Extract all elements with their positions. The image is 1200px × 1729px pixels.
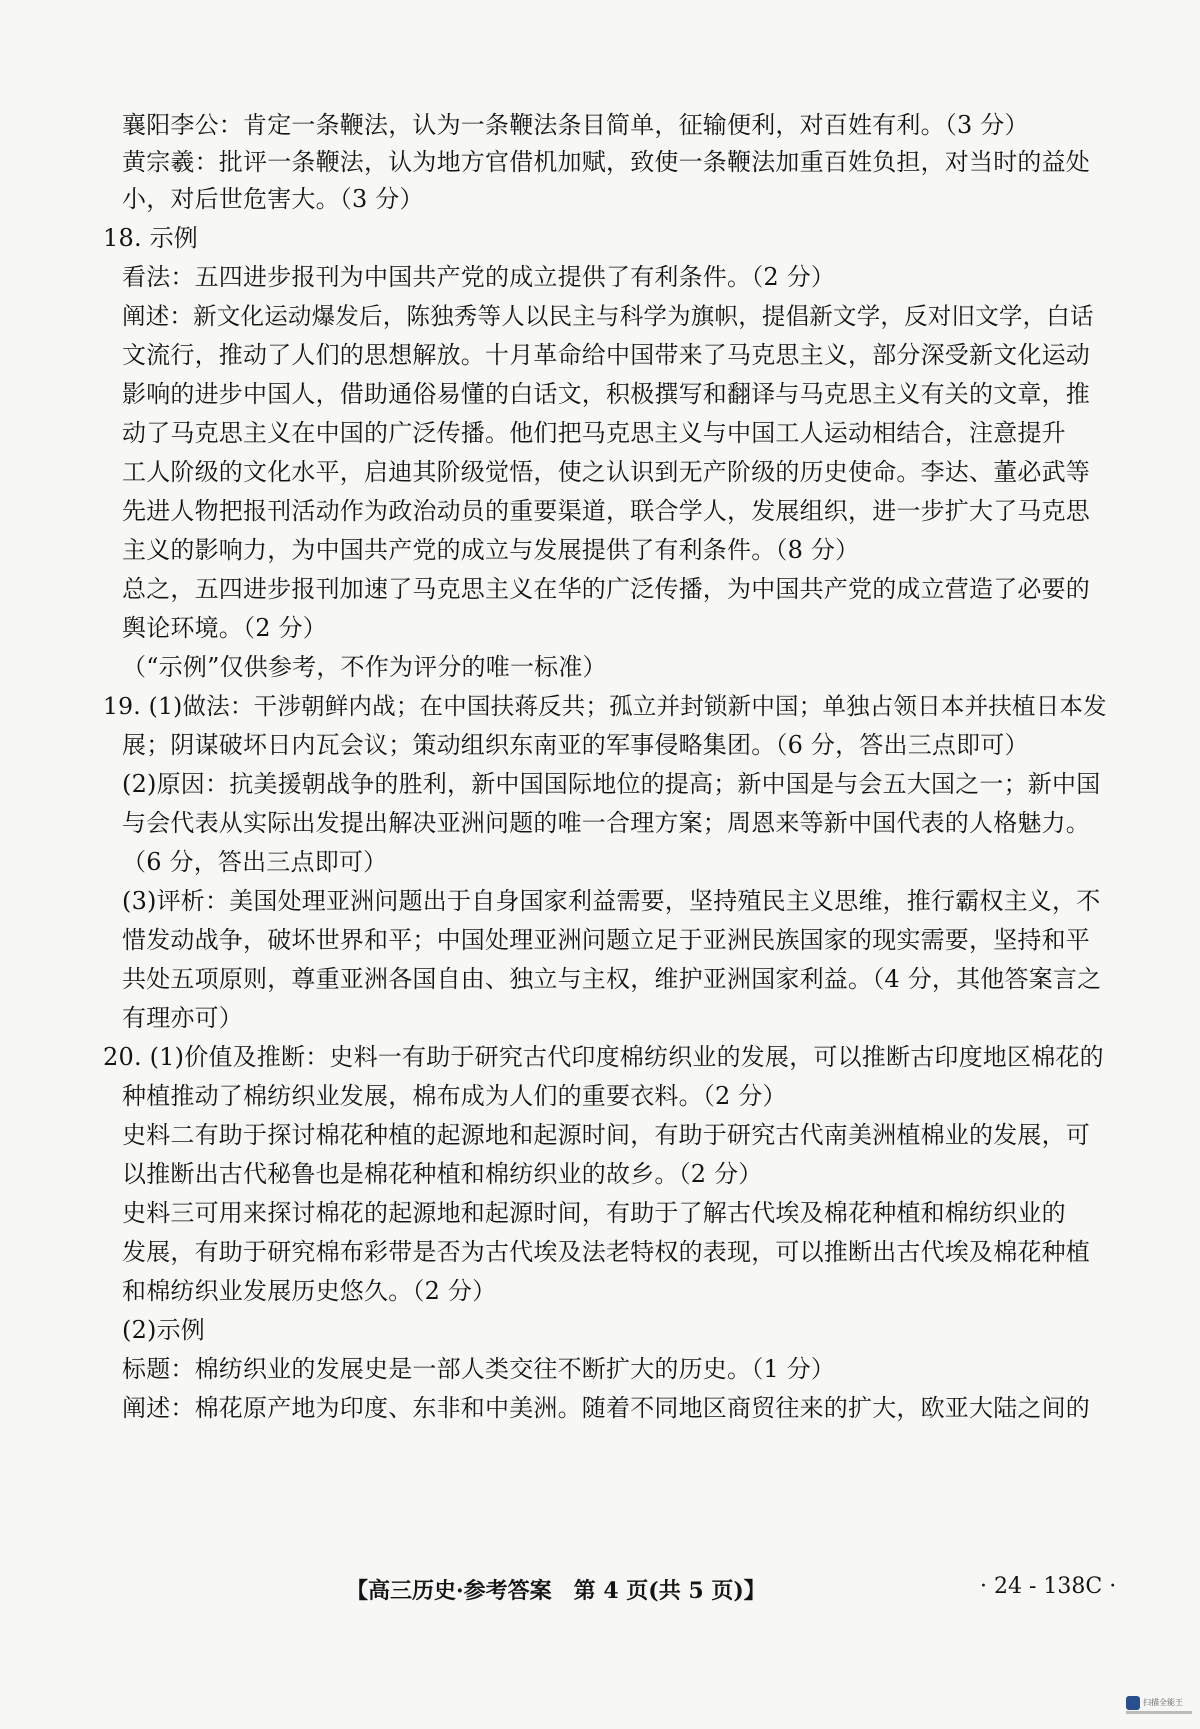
text-line: （6 分，答出三点即可） — [122, 848, 388, 876]
text-line: 和棉纺织业发展历史悠久。（2 分） — [122, 1277, 497, 1305]
text-line: 总之，五四进步报刊加速了马克思主义在华的广泛传播，为中国共产党的成立营造了必要的 — [122, 575, 1090, 603]
text-line: (2)示例 — [122, 1316, 205, 1344]
text-line: 发展，有助于研究棉布彩带是否为古代埃及法老特权的表现，可以推断出古代埃及棉花种植 — [122, 1238, 1090, 1266]
footer-code: · 24 - 138C · — [980, 1574, 1117, 1599]
footer-title: 【高三历史·参考答案 第 4 页(共 5 页)】 — [346, 1578, 766, 1604]
text-line: 展；阴谋破坏日内瓦会议；策动组织东南亚的军事侵略集团。（6 分，答出三点即可） — [122, 731, 1029, 759]
text-line: 惜发动战争，破坏世界和平；中国处理亚洲问题立足于亚洲民族国家的现实需要，坚持和平 — [122, 926, 1090, 954]
text-line: 共处五项原则，尊重亚洲各国自由、独立与主权，维护亚洲国家利益。（4 分，其他答案言之 — [122, 965, 1102, 993]
watermark-text: 扫描全能王 — [1143, 1698, 1183, 1707]
scanner-logo-icon — [1126, 1696, 1140, 1710]
text-line: 以推断出古代秘鲁也是棉花种植和棉纺织业的故乡。（2 分） — [122, 1160, 763, 1188]
text-line: 阐述：棉花原产地为印度、东非和中美洲。随着不同地区商贸往来的扩大，欧亚大陆之间的 — [122, 1394, 1090, 1422]
text-line: 文流行，推动了人们的思想解放。十月革命给中国带来了马克思主义，部分深受新文化运动 — [122, 341, 1090, 369]
text-line: 影响的进步中国人，借助通俗易懂的白话文，积极撰写和翻译与马克思主义有关的文章，推 — [122, 380, 1090, 408]
text-line: 先进人物把报刊活动作为政治动员的重要渠道，联合学人，发展组织，进一步扩大了马克思 — [122, 497, 1090, 525]
text-line: 看法：五四进步报刊为中国共产党的成立提供了有利条件。（2 分） — [122, 263, 836, 291]
scanner-watermark — [1126, 1694, 1192, 1720]
text-line: 与会代表从实际出发提出解决亚洲问题的唯一合理方案；周恩来等新中国代表的人格魅力。 — [122, 809, 1090, 837]
watermark-subline — [1126, 1711, 1192, 1714]
text-line: 襄阳李公：肯定一条鞭法，认为一条鞭法条目简单，征输便利，对百姓有利。（3 分） — [122, 111, 1029, 139]
text-line: 18. 示例 — [103, 224, 198, 252]
text-line: 黄宗羲：批评一条鞭法，认为地方官借机加赋，致使一条鞭法加重百姓负担，对当时的益处 — [122, 148, 1090, 176]
text-line: 20. (1)价值及推断：史料一有助于研究古代印度棉纺织业的发展，可以推断古印度地区棉花的 — [103, 1043, 1104, 1071]
text-line: (3)评析：美国处理亚洲问题出于自身国家利益需要，坚持殖民主义思维，推行霸权主义，不 — [122, 887, 1101, 915]
text-line: 标题：棉纺织业的发展史是一部人类交往不断扩大的历史。（1 分） — [122, 1355, 836, 1383]
text-line: 小，对后世危害大。（3 分） — [122, 185, 424, 213]
text-line: 19. (1)做法：干涉朝鲜内战；在中国扶蒋反共；孤立并封锁新中国；单独占领日本并扶植日本发 — [103, 692, 1107, 720]
page-footer — [0, 1570, 1200, 1606]
text-line: 阐述：新文化运动爆发后，陈独秀等人以民主与科学为旗帜，提倡新文学，反对旧文学，白话 — [122, 302, 1094, 330]
text-line: 舆论环境。（2 分） — [122, 614, 327, 642]
text-line: (2)原因：抗美援朝战争的胜利，新中国国际地位的提高；新中国是与会五大国之一；新中国 — [122, 770, 1101, 798]
text-line: 史料二有助于探讨棉花种植的起源地和起源时间，有助于研究古代南美洲植棉业的发展，可 — [122, 1121, 1090, 1149]
text-line: 种植推动了棉纺织业发展，棉布成为人们的重要衣料。（2 分） — [122, 1082, 787, 1110]
text-line: 有理亦可） — [122, 1004, 243, 1032]
text-line: 史料三可用来探讨棉花的起源地和起源时间，有助于了解古代埃及棉花种植和棉纺织业的 — [122, 1199, 1066, 1227]
text-line: 主义的影响力，为中国共产党的成立与发展提供了有利条件。（8 分） — [122, 536, 860, 564]
text-line: 工人阶级的文化水平，启迪其阶级觉悟，使之认识到无产阶级的历史使命。李达、董必武等 — [122, 458, 1090, 486]
text-line: （“示例”仅供参考，不作为评分的唯一标准） — [122, 653, 607, 681]
text-line: 动了马克思主义在中国的广泛传播。他们把马克思主义与中国工人运动相结合，注意提升 — [122, 419, 1066, 447]
